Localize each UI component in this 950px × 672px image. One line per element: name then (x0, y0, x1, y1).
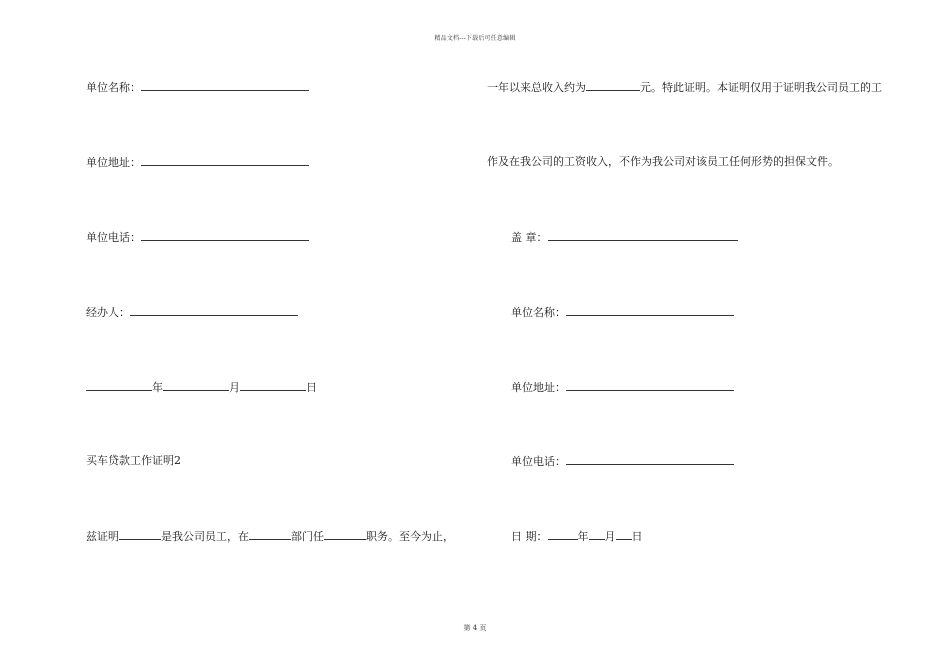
employee-name-blank[interactable] (119, 529, 161, 540)
left-day-blank[interactable] (240, 380, 306, 391)
page-number: 第 4 页 (463, 624, 487, 632)
left-year-label: 年 (152, 381, 163, 394)
right-month-blank[interactable] (589, 529, 605, 540)
right-date-row (511, 529, 643, 544)
seal-label: 盖 章： (511, 231, 548, 244)
left-unit-phone-label: 单位电话： (86, 231, 141, 244)
left-unit-phone-row (86, 230, 309, 245)
left-month-blank[interactable] (163, 380, 229, 391)
cert-text-3: 部门任 (291, 530, 324, 543)
right-unit-phone-label: 单位电话： (511, 455, 566, 468)
right-year-label: 年 (577, 530, 589, 543)
department-blank[interactable] (249, 529, 291, 540)
left-day-label: 日 (306, 381, 317, 394)
cert-text-1: 兹证明 (86, 530, 119, 543)
right-day-blank[interactable] (616, 529, 632, 540)
section-title: 买车贷款工作证明2 (86, 454, 181, 467)
left-unit-address-label: 单位地址： (86, 156, 141, 169)
seal-blank[interactable] (548, 230, 738, 241)
right-income-row (487, 80, 882, 95)
left-handler-label: 经办人： (86, 306, 130, 319)
income-text-2: 元。特此证明。本证明仅用于证明我公司员工的工 (640, 81, 882, 94)
right-unit-name-row (511, 305, 734, 320)
left-month-label: 月 (229, 381, 240, 394)
right-unit-address-label: 单位地址： (511, 381, 566, 394)
income-amount-blank[interactable] (586, 80, 640, 91)
cert-text-2: 是我公司员工，在 (161, 530, 249, 543)
right-seal-row (511, 230, 738, 245)
left-unit-name-row (86, 80, 309, 95)
left-unit-address-blank[interactable] (141, 155, 309, 166)
right-unit-name-label: 单位名称： (511, 306, 566, 319)
right-unit-address-blank[interactable] (566, 380, 734, 391)
right-unit-name-blank[interactable] (566, 305, 734, 316)
left-unit-phone-blank[interactable] (141, 230, 309, 241)
left-handler-blank[interactable] (130, 305, 298, 316)
cert-text-4: 职务。至今为止， (366, 530, 454, 543)
right-year-blank[interactable] (548, 529, 578, 540)
left-year-blank[interactable] (86, 380, 152, 391)
right-purpose-text: 作及在我公司的工资收入，不作为我公司对该员工任何形势的担保文件。 (487, 155, 839, 168)
right-day-label: 日 (631, 530, 643, 543)
left-handler-row (86, 305, 298, 320)
left-unit-address-row (86, 155, 309, 170)
left-date-row (86, 380, 317, 395)
position-blank[interactable] (324, 529, 366, 540)
right-unit-phone-blank[interactable] (566, 454, 734, 465)
right-unit-address-row (511, 380, 734, 395)
left-cert-row (86, 529, 454, 544)
left-unit-name-blank[interactable] (141, 80, 309, 91)
right-unit-phone-row (511, 454, 734, 469)
left-unit-name-label: 单位名称： (86, 81, 141, 94)
page-header: 精品文档---下载后可任意编辑 (434, 35, 516, 42)
date-label: 日 期： (511, 530, 548, 543)
right-month-label: 月 (604, 530, 616, 543)
income-text-1: 一年以来总收入约为 (487, 81, 586, 94)
